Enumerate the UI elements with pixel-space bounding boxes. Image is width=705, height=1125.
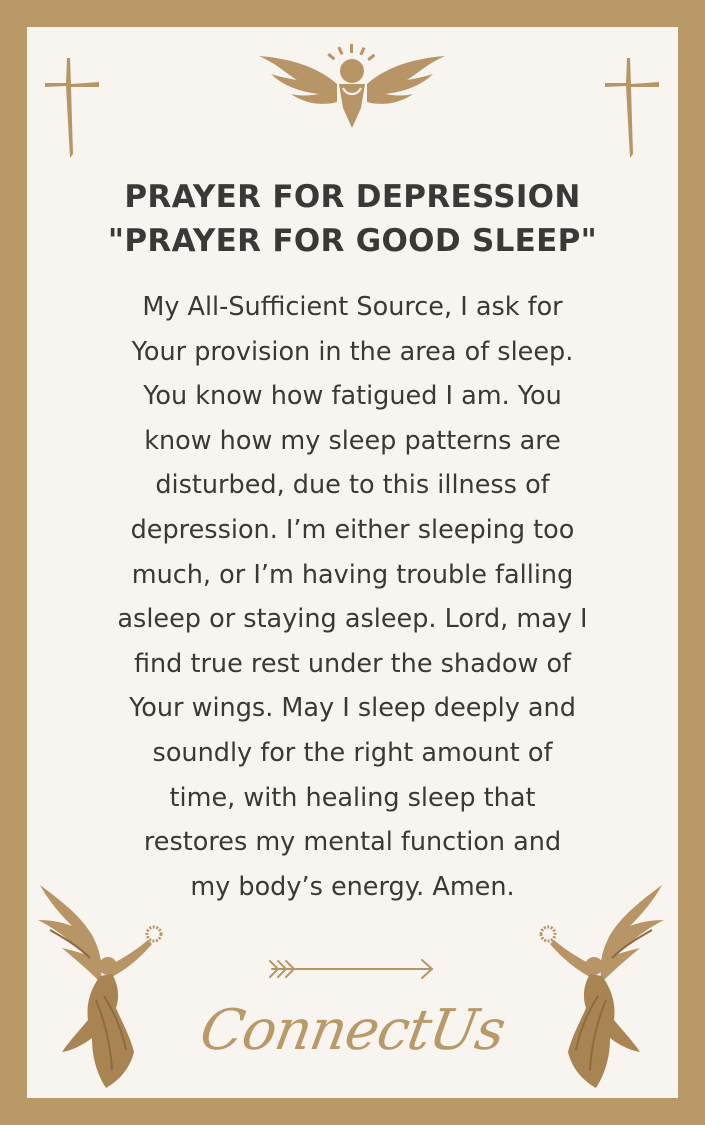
- winged-sun-icon: [257, 44, 447, 130]
- title-line-1: PRAYER FOR DEPRESSION: [124, 179, 581, 215]
- prayer-line: Your wings. May I sleep deeply and: [129, 693, 576, 724]
- prayer-line: You know how fatigued I am. You: [143, 381, 562, 412]
- prayer-line: asleep or staying asleep. Lord, may I: [117, 604, 588, 635]
- prayer-line: Your provision in the area of sleep.: [131, 336, 574, 367]
- title-line-2: "PRAYER FOR GOOD SLEEP": [107, 223, 598, 259]
- arrow-icon: [268, 956, 436, 982]
- prayer-line: know how my sleep patterns are: [144, 425, 561, 456]
- prayer-line: depression. I’m either sleeping too: [130, 514, 575, 545]
- prayer-line: soundly for the right amount of: [152, 737, 553, 768]
- prayer-line: disturbed, due to this illness of: [155, 470, 550, 501]
- cross-icon: [605, 58, 659, 158]
- brand-logo: ConnectUs: [195, 998, 510, 1063]
- prayer-line: my body’s energy. Amen.: [190, 871, 515, 902]
- prayer-body: [0, 285, 705, 909]
- prayer-line: much, or I’m having trouble falling: [131, 559, 574, 590]
- prayer-title: [0, 175, 705, 263]
- prayer-line: restores my mental function and: [143, 827, 562, 858]
- prayer-line: time, with healing sleep that: [169, 782, 536, 813]
- cross-icon: [45, 58, 99, 158]
- prayer-line: find true rest under the shadow of: [133, 648, 572, 679]
- prayer-line: My All-Sufficient Source, I ask for: [142, 292, 563, 322]
